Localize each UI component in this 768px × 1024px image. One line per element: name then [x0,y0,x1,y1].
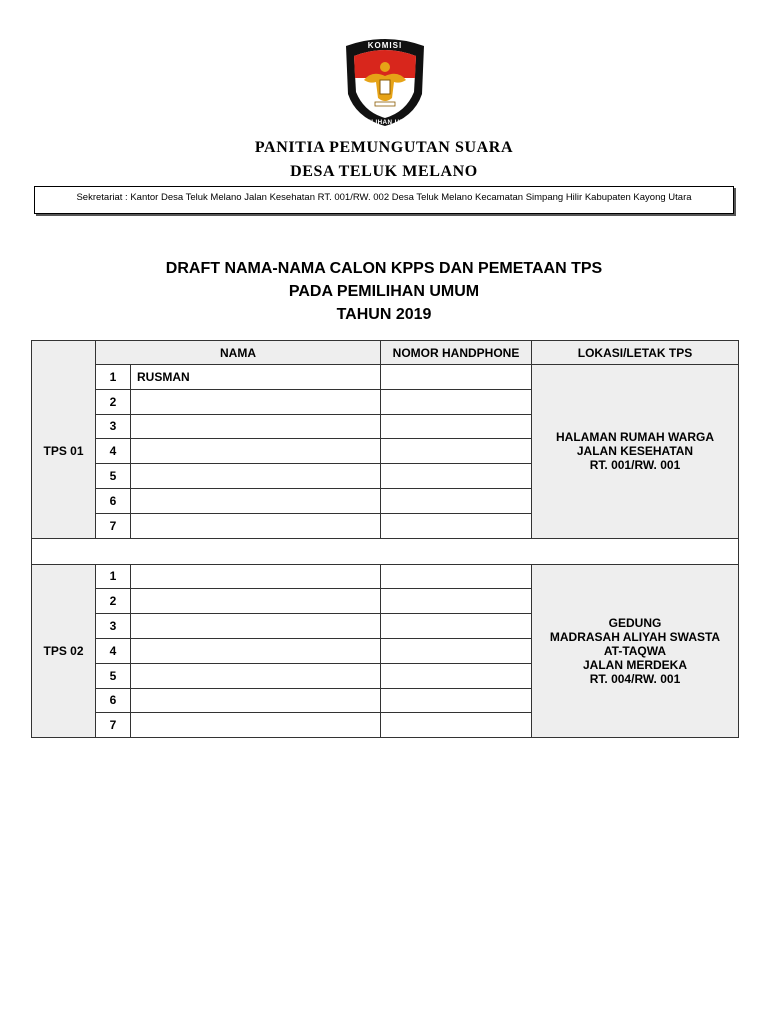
name-cell [131,513,381,538]
name-cell: RUSMAN [131,365,381,390]
phone-cell [381,464,532,489]
secretariat-address: Sekretariat : Kantor Desa Teluk Melano Jalan Kesehatan RT. 001/RW. 002 Desa Teluk Melano Kecamatan Simpang Hilir Kabupaten Kayong Utara [34,186,734,214]
name-cell [131,688,381,713]
row-number: 2 [96,389,131,414]
row-number: 6 [96,488,131,513]
org-name-line2: DESA TELUK MELANO [290,163,478,180]
location-line: RT. 001/RW. 001 [589,458,681,473]
org-name-line1: PANITIA PEMUNGUTAN SUARA [254,139,514,156]
phone-cell [381,365,532,390]
phone-cell [381,513,532,538]
kpps-table [31,340,739,738]
document-title-line3: TAHUN 2019 [336,306,432,323]
phone-cell [381,614,532,639]
name-cell [131,414,381,439]
col-header-phone: NOMOR HANDPHONE [381,341,532,365]
phone-cell [381,688,532,713]
location-line: MADRASAH ALIYAH SWASTA [549,629,721,644]
row-number: 1 [96,365,131,390]
phone-cell [381,414,532,439]
phone-cell [381,389,532,414]
col-header-nama: NAMA [96,341,381,365]
name-cell [131,389,381,414]
table-row [32,564,739,589]
row-number: 6 [96,688,131,713]
name-cell [131,589,381,614]
location-line: GEDUNG [608,615,662,630]
tps-location [532,365,739,539]
name-cell [131,713,381,738]
table-row [32,365,739,390]
row-number: 3 [96,414,131,439]
phone-cell [381,589,532,614]
tps-location [532,564,739,738]
name-cell [131,564,381,589]
logo-top-text: KOMISI [367,41,403,50]
tps-label-2: TPS 02 [32,564,96,738]
name-cell [131,464,381,489]
kpu-logo [342,36,428,128]
document-title-line1: DRAFT NAMA-NAMA CALON KPPS DAN PEMETAAN TPS [165,260,603,277]
location-line: JALAN MERDEKA [582,657,687,672]
row-number: 5 [96,464,131,489]
location-line: AT-TAQWA [603,643,667,658]
name-cell [131,638,381,663]
name-cell [131,439,381,464]
phone-cell [381,713,532,738]
phone-cell [381,488,532,513]
row-number: 7 [96,513,131,538]
row-number: 2 [96,589,131,614]
location-line: JALAN KESEHATAN [576,444,694,459]
phone-cell [381,439,532,464]
name-cell [131,488,381,513]
row-number: 1 [96,564,131,589]
phone-cell [381,564,532,589]
location-line: HALAMAN RUMAH WARGA [556,430,714,445]
spacer-row [32,538,739,564]
document-title-line2: PADA PEMILIHAN UMUM [288,283,480,300]
tps-label-1: TPS 01 [32,341,96,539]
logo-bottom-text: PEMILIHAN UMUM [354,119,416,126]
row-number: 4 [96,439,131,464]
col-header-location: LOKASI/LETAK TPS [532,341,739,365]
location-line: RT. 004/RW. 001 [589,671,681,686]
row-number: 3 [96,614,131,639]
name-cell [131,614,381,639]
name-cell [131,663,381,688]
row-number: 4 [96,638,131,663]
phone-cell [381,663,532,688]
row-number: 7 [96,713,131,738]
phone-cell [381,638,532,663]
row-number: 5 [96,663,131,688]
